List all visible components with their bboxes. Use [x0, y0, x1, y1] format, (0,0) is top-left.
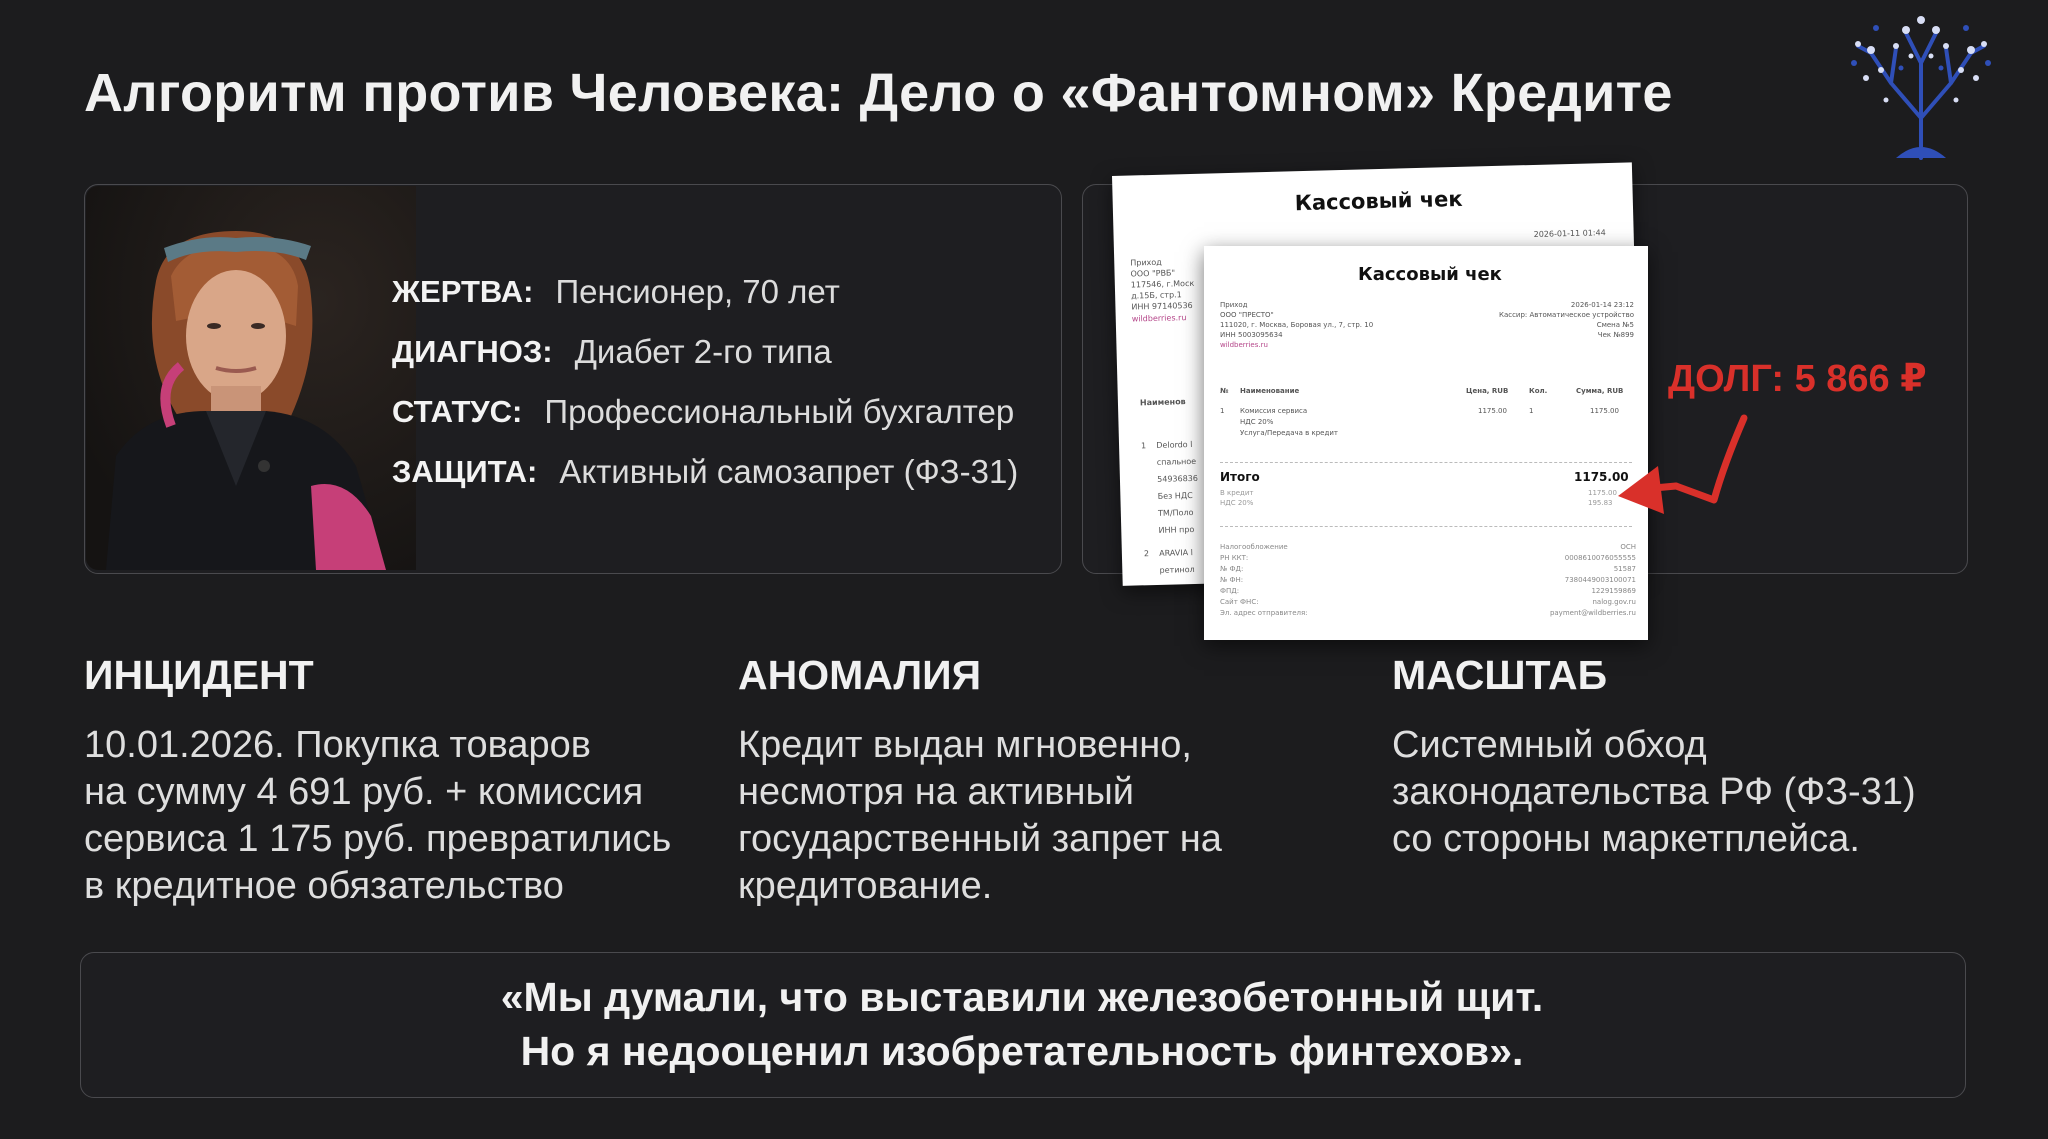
fact-label: ЖЕРТВА: — [392, 274, 534, 309]
victim-facts — [392, 262, 1018, 502]
text-line: Кредит выдан мгновенно, — [738, 724, 1192, 766]
text-line: несмотря на активный — [738, 771, 1134, 813]
debt-label: ДОЛГ: 5 866 ₽ — [1668, 358, 1927, 400]
item-sum: 1175.00 — [1590, 407, 1619, 415]
incident-text — [84, 722, 724, 910]
fact-value: Профессиональный бухгалтер — [544, 393, 1015, 430]
fact-value: Диабет 2-го типа — [574, 333, 832, 370]
text-line: в кредитное обязательство — [84, 865, 564, 907]
receipt-site: wildberries.ru — [1131, 313, 1187, 324]
text-line: законодательства РФ (ФЗ-31) — [1392, 771, 1916, 813]
subtotal-values: 1175.00 195.83 — [1588, 489, 1617, 507]
col-price: Цена, RUB — [1466, 387, 1509, 395]
receipt-row-2: 2 ARAVIA l ретинол — [1143, 548, 1195, 576]
slide-title: Алгоритм против Человека: Дело о «Фантомном» Кредите — [84, 63, 1673, 123]
receipt-rows: 1 Delordo l спальное 54936836 Без НДС ТМ/Поло ИНН про — [1140, 439, 1199, 536]
fact-label: ЗАЩИТА: — [392, 454, 538, 489]
anomaly-heading: АНОМАЛИЯ — [738, 652, 982, 698]
fact-status — [392, 382, 1018, 442]
item-price: 1175.00 — [1478, 407, 1507, 415]
text-line: кредитование. — [738, 865, 993, 907]
scale-text — [1392, 722, 2032, 863]
fact-diagnosis — [392, 322, 1018, 382]
fact-value: Пенсионер, 70 лет — [555, 273, 840, 310]
receipt-seller: Приход ООО "РВБ" 117546, г.Моск д.15Б, стр.1 ИНН 97140536 — [1130, 257, 1195, 312]
victim-photo — [86, 186, 416, 570]
item-name: Комиссия сервиса НДС 20% Услуга/Передача в кредит — [1240, 407, 1338, 437]
incident-heading: ИНЦИДЕНТ — [84, 652, 314, 698]
fact-victim — [392, 262, 1018, 322]
text-line: Системный обход — [1392, 724, 1707, 766]
receipt-title: Кассовый чек — [1358, 264, 1502, 285]
footer-values: ОСН 0008610076055555 51587 7380449003100071 1229159869 nalog.gov.ru payment@wildberries.ru — [1549, 543, 1636, 617]
text-line: на сумму 4 691 руб. + комиссия — [84, 771, 644, 813]
receipt-title: Кассовый чек — [1294, 186, 1463, 216]
total-label: Итого — [1220, 470, 1260, 484]
receipt-front — [1204, 246, 1648, 640]
col-qty: Кол. — [1529, 387, 1548, 395]
fact-protection — [392, 442, 1018, 502]
item-qty: 1 — [1529, 407, 1534, 415]
total-value: 1175.00 — [1574, 470, 1629, 484]
receipt-seller: Приход ООО "ПРЕСТО" 111020, г. Москва, Боровая ул., 7, стр. 10 ИНН 5003095634 — [1220, 301, 1374, 339]
footer-labels: Налогообложение РН ККТ: № ФД: № ФН: ФПД: Сайт ФНС: Эл. адрес отправителя: — [1220, 543, 1308, 617]
receipt-column-name: Наименов — [1139, 397, 1186, 408]
col-num: № — [1220, 387, 1229, 395]
fact-label: СТАТУС: — [392, 394, 523, 429]
receipt-meta: 2026-01-14 23:12 Кассир: Автоматическое устройство Смена №5 Чек №899 — [1498, 301, 1634, 339]
tree-logo-icon — [1846, 8, 1996, 168]
text-line: 10.01.2026. Покупка товаров — [84, 724, 591, 766]
text-line: со стороны маркетплейса. — [1392, 818, 1860, 860]
fact-label: ДИАГНОЗ: — [392, 334, 553, 369]
quote-line: «Мы думали, что выставили железобетонный щит. — [500, 974, 1544, 1020]
text-line: государственный запрет на — [738, 818, 1222, 860]
col-sum: Сумма, RUB — [1576, 387, 1624, 395]
receipt-site: wildberries.ru — [1220, 341, 1268, 349]
divider — [1220, 526, 1632, 527]
subtotal-labels: В кредит НДС 20% — [1220, 489, 1254, 507]
col-name: Наименование — [1240, 387, 1300, 395]
fact-value: Активный самозапрет (ФЗ-31) — [559, 453, 1019, 490]
scale-heading: МАСШТАБ — [1392, 652, 1608, 698]
anomaly-text — [738, 722, 1378, 910]
red-arrow-icon — [1616, 404, 1756, 534]
receipt-date: 2026-01-11 01:44 — [1533, 228, 1606, 239]
divider — [1220, 462, 1632, 463]
item-num: 1 — [1220, 407, 1225, 415]
quote-text — [80, 970, 1964, 1078]
quote-line: Но я недооценил изобретательность финтехов». — [520, 1028, 1524, 1074]
text-line: сервиса 1 175 руб. превратились — [84, 818, 672, 860]
